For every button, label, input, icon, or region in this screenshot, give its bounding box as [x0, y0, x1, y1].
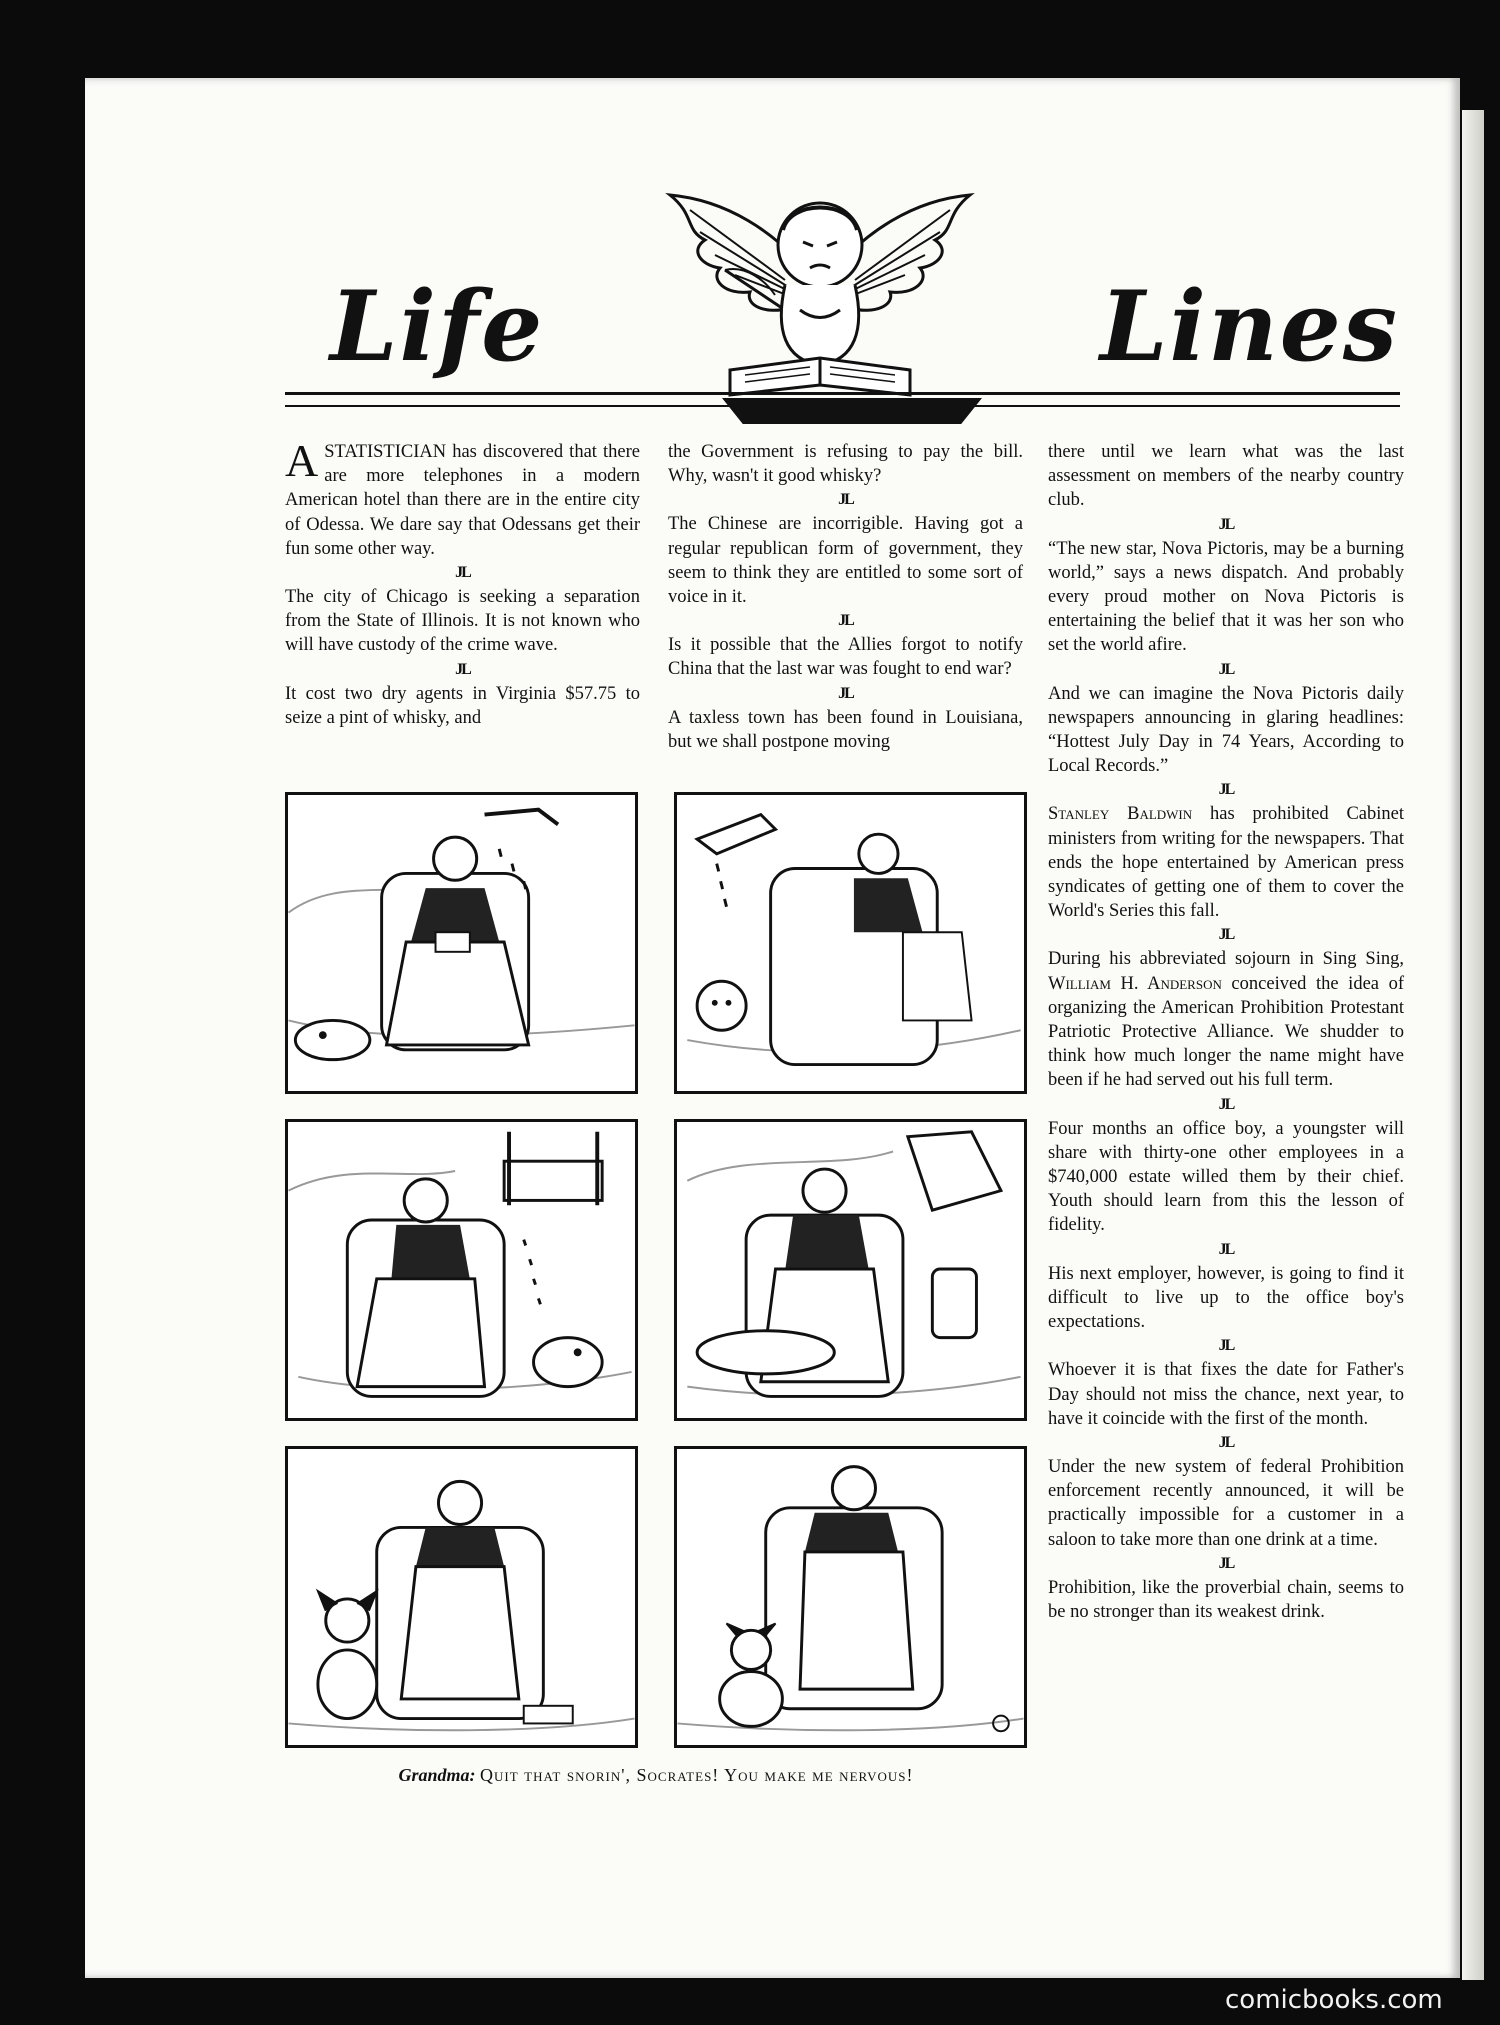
section-separator: JL: [1218, 1095, 1234, 1113]
paragraph: “The new star, Nova Pictoris, may be a burning world,” says a news dispatch. And probably every proud mother on Nova Pictoris is entertaining the belief that it was her son who set the world afire.: [1048, 538, 1404, 656]
paragraph: A taxless town has been found in Louisiana, but we shall postpone moving: [668, 707, 1023, 752]
paragraph: Under the new system of federal Prohibition enforcement recently announced, it will be practically impossible for a customer in a saloon to take more than one drink at a time.: [1048, 1456, 1404, 1550]
section-separator: JL: [838, 612, 853, 630]
watermark: comicbooks.com: [1225, 1985, 1443, 2015]
paragraph: [285, 435, 640, 561]
facing-page-edge: [1462, 110, 1484, 1980]
comic-panel-4: [674, 1119, 1027, 1421]
section-separator: JL: [1218, 660, 1234, 678]
comic-panel-1: [285, 792, 638, 1094]
section-separator: JL: [1218, 1337, 1234, 1355]
paragraph: The city of Chicago is seeking a separation from the State of Illinois. It is not known who will have custody of the crime wave.: [285, 587, 640, 656]
section-separator: JL: [838, 684, 853, 702]
section-separator: JL: [1218, 515, 1234, 533]
header-rule-bracket: [722, 398, 982, 424]
paragraph: Prohibition, like the proverbial chain, seems to be no stronger than its weakest drink.: [1048, 1577, 1404, 1622]
paragraph: the Government is refusing to pay the bill. Why, wasn't it good whisky?: [668, 442, 1023, 487]
caption-speaker: Grandma:: [398, 1765, 476, 1785]
comic-caption: [285, 1765, 1027, 1786]
section-separator: JL: [1218, 1240, 1234, 1258]
paragraph: It cost two dry agents in Virginia $57.75 to seize a pint of whisky, and: [285, 683, 640, 728]
paragraph: [1048, 802, 1404, 923]
person-name: Stanley Baldwin: [1048, 804, 1193, 825]
section-separator: JL: [1218, 1554, 1234, 1572]
cherub-illustration: [665, 170, 975, 410]
text-column-3: [1048, 440, 1404, 1624]
title-lines: Lines: [1100, 270, 1399, 383]
comic-panel-5: [285, 1446, 638, 1748]
lead-word: STATISTICIAN: [324, 442, 447, 462]
paragraph: Is it possible that the Allies forgot to notify China that the last war was fought to end war?: [668, 635, 1023, 680]
section-separator: JL: [1218, 781, 1234, 799]
section-separator: JL: [1218, 1433, 1234, 1451]
title-life: Life: [330, 270, 545, 383]
paragraph: there until we learn what was the last assessment on members of the nearby country club.: [1048, 442, 1404, 511]
paragraph: And we can imagine the Nova Pictoris daily newspapers announcing in glaring headlines: “Hottest July Day in 74 Years, According to Local Records.”: [1048, 683, 1404, 777]
paragraph: Whoever it is that fixes the date for Father's Day should not miss the chance, next year, to have it coincide with the first of the month.: [1048, 1360, 1404, 1429]
paragraph: Four months an office boy, a youngster will share with thirty-one other employees in a $740,000 estate willed them by their chief. Youth should learn from this the lesson of fidelity.: [1048, 1118, 1404, 1236]
section-separator: JL: [838, 491, 853, 509]
comic-strip: [285, 792, 1027, 1757]
comic-panel-6: [674, 1446, 1027, 1748]
paragraph-text: has discovered that there are more telephones in a modern American hotel than there are in the entire city of Odessa. We dare say that Odessans get their fun some other way.: [285, 442, 640, 559]
caption-text: Quit that snorin', Socrates! You make me nervous!: [479, 1765, 914, 1785]
comic-panel-2: [674, 792, 1027, 1094]
section-separator: JL: [455, 660, 470, 678]
paragraph: [1048, 947, 1404, 1092]
paragraph: His next employer, however, is going to find it difficult to live up to the office boy's expectations.: [1048, 1263, 1404, 1333]
section-separator: JL: [1218, 926, 1234, 944]
comic-panel-3: [285, 1119, 638, 1421]
person-name: William H. Anderson: [1048, 973, 1222, 994]
paragraph-text: has prohibited Cabinet ministers from writing for the newspapers. That ends the hope entertained by American press syndicates of getting one of them to cover the World's Series this fall.: [1048, 804, 1405, 922]
section-separator: JL: [455, 564, 470, 582]
text-column-1: [285, 435, 640, 730]
drop-cap: A: [285, 435, 319, 486]
text-column-2: [668, 440, 1023, 754]
paragraph: The Chinese are incorrigible. Having got a regular republican form of government, they seem to think they are entitled to some sort of voice in it.: [668, 514, 1023, 608]
paragraph-text: conceived the idea of organizing the American Prohibition Protestant Patriotic Protective Alliance. We shudder to think how much longer the name might have been if he had served out his full term.: [1048, 973, 1404, 1091]
paragraph-text: During his abbreviated sojourn in Sing Sing,: [1048, 949, 1404, 970]
